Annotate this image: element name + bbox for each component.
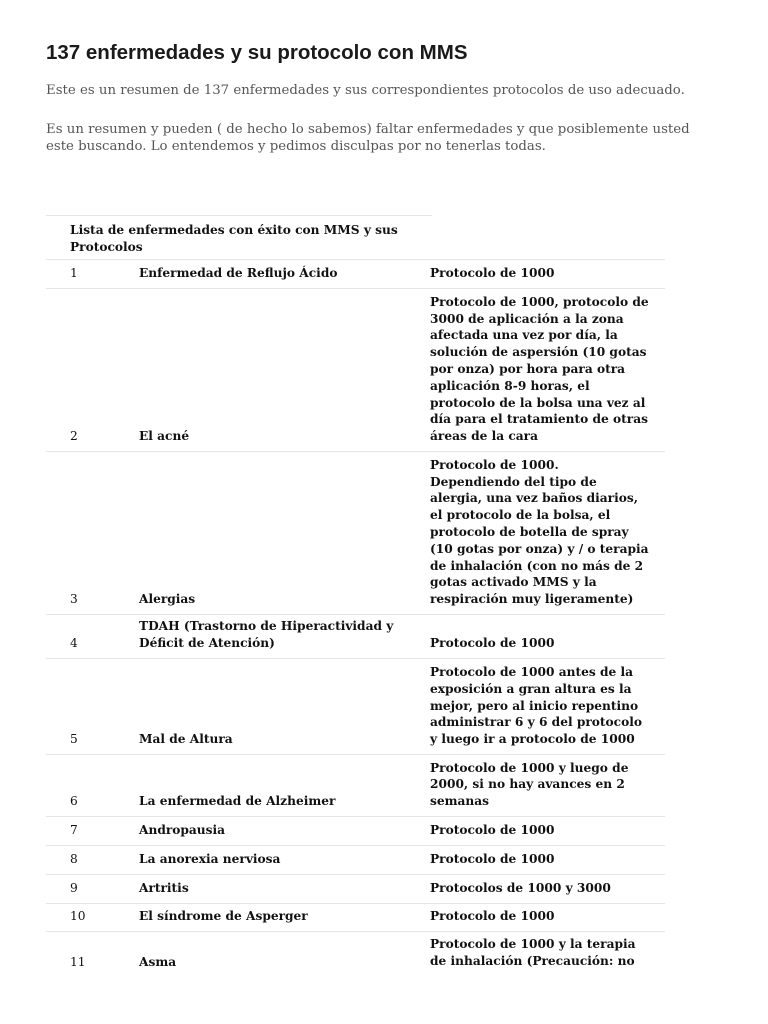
disease-name: Andropausia — [139, 823, 226, 838]
protocol-text: Protocolo de 1000 — [430, 636, 555, 651]
row-number: 7 — [70, 823, 78, 838]
table-row — [46, 816, 665, 845]
protocol-text: Protocolo de 1000, protocolo de 3000 de aplicación a la zona afectada una vez por día, la solución de aspersión (10 gotas por onza) por hora para otra aplicación 8-9 horas, el protocolo de la bolsa una vez al día para el tratamiento de otras áreas de la cara — [430, 294, 649, 444]
disease-protocol-table — [46, 215, 665, 1021]
protocol-text: Protocolo de 1000 antes de la exposición a gran altura es la mejor, pero al inicio repentino administrar 6 y 6 del protocolo y luego ir a protocolo de 1000 — [430, 665, 642, 747]
intro-paragraph-2: Es un resumen y pueden ( de hecho lo sabemos) faltar enfermedades y que posiblemente usted este buscando. Lo entendemos y pedimos disculpas por no tenerlas todas. — [46, 122, 690, 154]
page-title: 137 enfermedades y su protocolo con MMS — [46, 41, 468, 64]
disease-name: Enfermedad de Reflujo Ácido — [139, 266, 338, 281]
protocol-text: Protocolo de 1000 — [430, 823, 555, 838]
disease-name: La anorexia nerviosa — [139, 852, 281, 867]
row-number: 5 — [70, 732, 78, 747]
row-number: 3 — [70, 592, 78, 607]
row-number: 8 — [70, 852, 78, 867]
table-row — [46, 451, 665, 614]
disease-name: Asma — [139, 955, 177, 969]
row-number: 4 — [70, 636, 78, 651]
protocol-text: Protocolo de 1000. Dependiendo del tipo de alergia, una vez baños diarios, el protocolo de la bolsa, el protocolo de botella de spray (10 gotas por onza) y / o terapia de inhalación (con no más de 2 gotas activado MMS y la respiración muy ligeramente) — [430, 457, 649, 607]
row-number: 9 — [70, 881, 78, 896]
disease-name: TDAH (Trastorno de Hiperactividad y Déficit de Atención) — [139, 619, 394, 651]
table-row — [46, 754, 665, 816]
disease-name: La enfermedad de Alzheimer — [139, 794, 336, 809]
table-row — [46, 259, 665, 288]
table-row — [46, 658, 665, 754]
table-row — [46, 931, 665, 1021]
row-number: 10 — [70, 909, 86, 924]
disease-name: Mal de Altura — [139, 732, 233, 747]
disease-name: Artritis — [139, 881, 189, 896]
disease-name: El síndrome de Asperger — [139, 909, 308, 924]
disease-name: El acné — [139, 429, 190, 444]
protocol-text: Protocolos de 1000 y 3000 — [430, 881, 611, 896]
protocol-text: Protocolo de 1000 — [430, 852, 555, 867]
row-number: 1 — [70, 266, 78, 281]
disease-name: Alergias — [139, 592, 196, 607]
row-number: 2 — [70, 429, 78, 444]
row-number: 11 — [70, 955, 86, 969]
row-number: 6 — [70, 794, 78, 809]
table-row — [46, 903, 665, 931]
protocol-text: Protocolo de 1000 y luego de 2000, si no hay avances en 2 semanas — [430, 760, 629, 809]
table-row — [46, 845, 665, 874]
table-row — [46, 614, 665, 658]
intro-paragraph-1: Este es un resumen de 137 enfermedades y sus correspondientes protocolos de uso adecuado. — [46, 83, 685, 98]
table-row — [46, 874, 665, 903]
protocol-text: Protocolo de 1000 — [430, 266, 555, 281]
table-header: Lista de enfermedades con éxito con MMS y sus Protocolos — [46, 215, 432, 259]
table-row — [46, 288, 665, 451]
protocol-text: Protocolo de 1000 — [430, 909, 555, 924]
protocol-text: Protocolo de 1000 y la terapia de inhalación (Precaución: no — [430, 937, 636, 968]
